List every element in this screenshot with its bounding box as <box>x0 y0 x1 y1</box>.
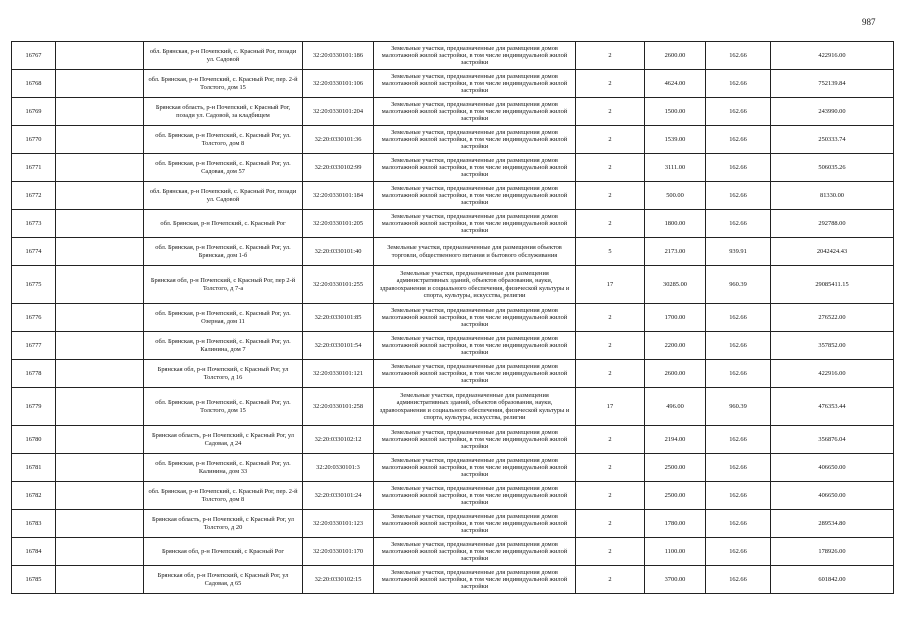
table-row <box>12 304 894 332</box>
blank-cell <box>56 238 144 266</box>
group-cell: 2 <box>576 482 645 510</box>
table-row <box>12 332 894 360</box>
blank-cell <box>56 426 144 454</box>
specific-value-cell: 162.66 <box>706 332 771 360</box>
address-cell: обл. Брянская, р-н Почепский, с. Красный Рог, пер. 2-й Толстого, дом 8 <box>144 482 303 510</box>
table-row <box>12 42 894 70</box>
specific-value-cell: 162.66 <box>706 154 771 182</box>
blank-cell <box>56 126 144 154</box>
group-cell: 2 <box>576 566 645 594</box>
row-number-cell: 16770 <box>12 126 56 154</box>
cadastral-number-cell: 32:20:0330101:123 <box>303 510 374 538</box>
cadastral-number-cell: 32:20:0330101:205 <box>303 210 374 238</box>
cadastral-value-cell: 422916.00 <box>771 42 894 70</box>
cadastral-number-cell: 32:20:0330102:15 <box>303 566 374 594</box>
row-number-cell: 16768 <box>12 70 56 98</box>
blank-cell <box>56 360 144 388</box>
group-cell: 2 <box>576 182 645 210</box>
row-number-cell: 16783 <box>12 510 56 538</box>
specific-value-cell: 162.66 <box>706 210 771 238</box>
blank-cell <box>56 454 144 482</box>
blank-cell <box>56 42 144 70</box>
specific-value-cell: 162.66 <box>706 510 771 538</box>
cadastral-number-cell: 32:20:0330101:3 <box>303 454 374 482</box>
land-use-cell: Земельные участки, предназначенные для размещения домов малоэтажной жилой застройки, в том числе индивидуальной жилой застройки <box>374 538 576 566</box>
row-number-cell: 16773 <box>12 210 56 238</box>
address-cell: обл. Брянская, р-н Почепский, с. Красный Рог <box>144 210 303 238</box>
cadastral-register-table <box>11 41 894 594</box>
page-number: 987 <box>862 17 876 27</box>
blank-cell <box>56 266 144 304</box>
group-cell: 2 <box>576 360 645 388</box>
row-number-cell: 16784 <box>12 538 56 566</box>
cadastral-value-cell: 406650.00 <box>771 482 894 510</box>
specific-value-cell: 162.66 <box>706 304 771 332</box>
address-cell: Брянская обл, р-н Почепский, с Красный Рог, ул Садовая, д 65 <box>144 566 303 594</box>
group-cell: 17 <box>576 266 645 304</box>
group-cell: 2 <box>576 304 645 332</box>
blank-cell <box>56 98 144 126</box>
cadastral-value-cell: 243990.00 <box>771 98 894 126</box>
specific-value-cell: 162.66 <box>706 538 771 566</box>
area-cell: 3111.00 <box>645 154 706 182</box>
blank-cell <box>56 566 144 594</box>
area-cell: 1100.00 <box>645 538 706 566</box>
land-use-cell: Земельные участки, предназначенные для размещения домов малоэтажной жилой застройки, в том числе индивидуальной жилой застройки <box>374 182 576 210</box>
specific-value-cell: 960.39 <box>706 388 771 426</box>
area-cell: 2500.00 <box>645 482 706 510</box>
land-use-cell: Земельные участки, предназначенные для размещения домов малоэтажной жилой застройки, в том числе индивидуальной жилой застройки <box>374 360 576 388</box>
table-row <box>12 566 894 594</box>
cadastral-value-cell: 178926.00 <box>771 538 894 566</box>
area-cell: 30285.00 <box>645 266 706 304</box>
cadastral-number-cell: 32:20:0330101:85 <box>303 304 374 332</box>
group-cell: 2 <box>576 42 645 70</box>
blank-cell <box>56 482 144 510</box>
address-cell: обл. Брянская, р-н Почепский, с. Красный Рог, ул. Толстого, дом 8 <box>144 126 303 154</box>
blank-cell <box>56 304 144 332</box>
cadastral-value-cell: 476353.44 <box>771 388 894 426</box>
specific-value-cell: 939.91 <box>706 238 771 266</box>
table-row <box>12 388 894 426</box>
cadastral-value-cell: 406650.00 <box>771 454 894 482</box>
land-use-cell: Земельные участки, предназначенные для размещения административных зданий, объектов образования, науки, здравоохранения и социального обеспечения, физической культуры и спорта, культуры, искусства, религии <box>374 266 576 304</box>
blank-cell <box>56 154 144 182</box>
land-use-cell: Земельные участки, предназначенные для размещения домов малоэтажной жилой застройки, в том числе индивидуальной жилой застройки <box>374 304 576 332</box>
specific-value-cell: 162.66 <box>706 182 771 210</box>
address-cell: Брянская обл, р-н Почепский, с Красный Рог, пер 2-й Толстого, д 7-а <box>144 266 303 304</box>
table-row <box>12 360 894 388</box>
cadastral-value-cell: 601842.00 <box>771 566 894 594</box>
group-cell: 2 <box>576 332 645 360</box>
area-cell: 2600.00 <box>645 42 706 70</box>
table-row <box>12 154 894 182</box>
blank-cell <box>56 70 144 98</box>
table-row <box>12 126 894 154</box>
row-number-cell: 16777 <box>12 332 56 360</box>
table-body <box>12 42 894 594</box>
cadastral-number-cell: 32:20:0330101:54 <box>303 332 374 360</box>
area-cell: 2194.00 <box>645 426 706 454</box>
land-use-cell: Земельные участки, предназначенные для размещения домов малоэтажной жилой застройки, в том числе индивидуальной жилой застройки <box>374 566 576 594</box>
table-row <box>12 454 894 482</box>
cadastral-value-cell: 506035.26 <box>771 154 894 182</box>
address-cell: обл. Брянская, р-н Почепский, с. Красный Рог, ул. Садовая, дом 57 <box>144 154 303 182</box>
row-number-cell: 16771 <box>12 154 56 182</box>
cadastral-value-cell: 292788.00 <box>771 210 894 238</box>
cadastral-number-cell: 32:20:0330101:121 <box>303 360 374 388</box>
address-cell: Брянская область, р-н Почепский, с Красный Рог, позади ул. Садовой, за кладбищем <box>144 98 303 126</box>
specific-value-cell: 162.66 <box>706 566 771 594</box>
land-use-cell: Земельные участки, предназначенные для размещения объектов торговли, общественного питания и бытового обслуживания <box>374 238 576 266</box>
row-number-cell: 16769 <box>12 98 56 126</box>
address-cell: Брянская обл, р-н Почепский, с Красный Рог <box>144 538 303 566</box>
row-number-cell: 16772 <box>12 182 56 210</box>
cadastral-number-cell: 32:20:0330102:12 <box>303 426 374 454</box>
group-cell: 17 <box>576 388 645 426</box>
table-row <box>12 482 894 510</box>
blank-cell <box>56 538 144 566</box>
address-cell: обл. Брянская, р-н Почепский, с. Красный Рог, позади ул. Садовой <box>144 42 303 70</box>
row-number-cell: 16778 <box>12 360 56 388</box>
table-row <box>12 510 894 538</box>
cadastral-number-cell: 32:20:0330101:255 <box>303 266 374 304</box>
land-use-cell: Земельные участки, предназначенные для размещения домов малоэтажной жилой застройки, в том числе индивидуальной жилой застройки <box>374 42 576 70</box>
land-use-cell: Земельные участки, предназначенные для размещения домов малоэтажной жилой застройки, в том числе индивидуальной жилой застройки <box>374 154 576 182</box>
group-cell: 2 <box>576 426 645 454</box>
address-cell: обл. Брянская, р-н Почепский, с. Красный Рог, ул. Толстого, дом 15 <box>144 388 303 426</box>
row-number-cell: 16785 <box>12 566 56 594</box>
land-use-cell: Земельные участки, предназначенные для размещения домов малоэтажной жилой застройки, в том числе индивидуальной жилой застройки <box>374 210 576 238</box>
area-cell: 2173.00 <box>645 238 706 266</box>
group-cell: 2 <box>576 210 645 238</box>
address-cell: Брянская обл, р-н Почепский, с Красный Рог, ул Толстого, д 16 <box>144 360 303 388</box>
area-cell: 1800.00 <box>645 210 706 238</box>
table-row <box>12 182 894 210</box>
land-use-cell: Земельные участки, предназначенные для размещения домов малоэтажной жилой застройки, в том числе индивидуальной жилой застройки <box>374 332 576 360</box>
row-number-cell: 16779 <box>12 388 56 426</box>
cadastral-value-cell: 357852.00 <box>771 332 894 360</box>
blank-cell <box>56 388 144 426</box>
table-row <box>12 426 894 454</box>
area-cell: 1780.00 <box>645 510 706 538</box>
specific-value-cell: 960.39 <box>706 266 771 304</box>
address-cell: обл. Брянская, р-н Почепский, с. Красный Рог, пер. 2-й Толстого, дом 15 <box>144 70 303 98</box>
address-cell: обл. Брянская, р-н Почепский, с. Красный Рог, ул. Калинина, дом 33 <box>144 454 303 482</box>
area-cell: 1539.00 <box>645 126 706 154</box>
row-number-cell: 16774 <box>12 238 56 266</box>
area-cell: 1700.00 <box>645 304 706 332</box>
group-cell: 5 <box>576 238 645 266</box>
table-row <box>12 266 894 304</box>
land-use-cell: Земельные участки, предназначенные для размещения домов малоэтажной жилой застройки, в том числе индивидуальной жилой застройки <box>374 454 576 482</box>
row-number-cell: 16780 <box>12 426 56 454</box>
area-cell: 2200.00 <box>645 332 706 360</box>
cadastral-value-cell: 289534.80 <box>771 510 894 538</box>
group-cell: 2 <box>576 98 645 126</box>
row-number-cell: 16776 <box>12 304 56 332</box>
land-use-cell: Земельные участки, предназначенные для размещения домов малоэтажной жилой застройки, в том числе индивидуальной жилой застройки <box>374 70 576 98</box>
cadastral-value-cell: 2042424.43 <box>771 238 894 266</box>
specific-value-cell: 162.66 <box>706 360 771 388</box>
address-cell: Брянская область, р-н Почепский, с Красный Рог, ул Садовая, д 24 <box>144 426 303 454</box>
row-number-cell: 16781 <box>12 454 56 482</box>
group-cell: 2 <box>576 510 645 538</box>
table-row <box>12 98 894 126</box>
blank-cell <box>56 182 144 210</box>
specific-value-cell: 162.66 <box>706 70 771 98</box>
cadastral-value-cell: 81330.00 <box>771 182 894 210</box>
area-cell: 496.00 <box>645 388 706 426</box>
address-cell: обл. Брянская, р-н Почепский, с. Красный Рог, ул. Озерная, дом 11 <box>144 304 303 332</box>
table-row <box>12 538 894 566</box>
table-row <box>12 210 894 238</box>
group-cell: 2 <box>576 70 645 98</box>
blank-cell <box>56 332 144 360</box>
cadastral-value-cell: 250333.74 <box>771 126 894 154</box>
group-cell: 2 <box>576 454 645 482</box>
blank-cell <box>56 210 144 238</box>
cadastral-number-cell: 32:20:0330101:170 <box>303 538 374 566</box>
table-row <box>12 238 894 266</box>
cadastral-value-cell: 29085411.15 <box>771 266 894 304</box>
cadastral-value-cell: 752139.84 <box>771 70 894 98</box>
specific-value-cell: 162.66 <box>706 98 771 126</box>
land-use-cell: Земельные участки, предназначенные для размещения домов малоэтажной жилой застройки, в том числе индивидуальной жилой застройки <box>374 510 576 538</box>
cadastral-number-cell: 32:20:0330101:184 <box>303 182 374 210</box>
cadastral-number-cell: 32:20:0330102:99 <box>303 154 374 182</box>
address-cell: обл. Брянская, р-н Почепский, с. Красный Рог, ул. Брянская, дом 1-б <box>144 238 303 266</box>
cadastral-value-cell: 276522.00 <box>771 304 894 332</box>
specific-value-cell: 162.66 <box>706 482 771 510</box>
area-cell: 1500.00 <box>645 98 706 126</box>
group-cell: 2 <box>576 126 645 154</box>
address-cell: обл. Брянская, р-н Почепский, с. Красный Рог, ул. Калинина, дом 7 <box>144 332 303 360</box>
cadastral-number-cell: 32:20:0330101:204 <box>303 98 374 126</box>
address-cell: обл. Брянская, р-н Почепский, с. Красный Рог, позади ул. Садовой <box>144 182 303 210</box>
cadastral-number-cell: 32:20:0330101:40 <box>303 238 374 266</box>
land-use-cell: Земельные участки, предназначенные для размещения административных зданий, объектов образования, науки, здравоохранения и социального обеспечения, физической культуры и спорта, культуры, искусства, религии <box>374 388 576 426</box>
area-cell: 2500.00 <box>645 454 706 482</box>
specific-value-cell: 162.66 <box>706 426 771 454</box>
cadastral-value-cell: 356876.04 <box>771 426 894 454</box>
address-cell: Брянская область, р-н Почепский, с Красный Рог, ул Толстого, д 20 <box>144 510 303 538</box>
row-number-cell: 16782 <box>12 482 56 510</box>
specific-value-cell: 162.66 <box>706 42 771 70</box>
cadastral-number-cell: 32:20:0330101:106 <box>303 70 374 98</box>
cadastral-value-cell: 422916.00 <box>771 360 894 388</box>
specific-value-cell: 162.66 <box>706 126 771 154</box>
row-number-cell: 16767 <box>12 42 56 70</box>
specific-value-cell: 162.66 <box>706 454 771 482</box>
land-use-cell: Земельные участки, предназначенные для размещения домов малоэтажной жилой застройки, в том числе индивидуальной жилой застройки <box>374 98 576 126</box>
area-cell: 2600.00 <box>645 360 706 388</box>
area-cell: 3700.00 <box>645 566 706 594</box>
cadastral-number-cell: 32:20:0330101:24 <box>303 482 374 510</box>
land-use-cell: Земельные участки, предназначенные для размещения домов малоэтажной жилой застройки, в том числе индивидуальной жилой застройки <box>374 426 576 454</box>
cadastral-number-cell: 32:20:0330101:258 <box>303 388 374 426</box>
group-cell: 2 <box>576 154 645 182</box>
table-row <box>12 70 894 98</box>
land-use-cell: Земельные участки, предназначенные для размещения домов малоэтажной жилой застройки, в том числе индивидуальной жилой застройки <box>374 126 576 154</box>
cadastral-number-cell: 32:20:0330101:36 <box>303 126 374 154</box>
area-cell: 4624.00 <box>645 70 706 98</box>
area-cell: 500.00 <box>645 182 706 210</box>
group-cell: 2 <box>576 538 645 566</box>
blank-cell <box>56 510 144 538</box>
land-use-cell: Земельные участки, предназначенные для размещения домов малоэтажной жилой застройки, в том числе индивидуальной жилой застройки <box>374 482 576 510</box>
row-number-cell: 16775 <box>12 266 56 304</box>
cadastral-number-cell: 32:20:0330101:186 <box>303 42 374 70</box>
